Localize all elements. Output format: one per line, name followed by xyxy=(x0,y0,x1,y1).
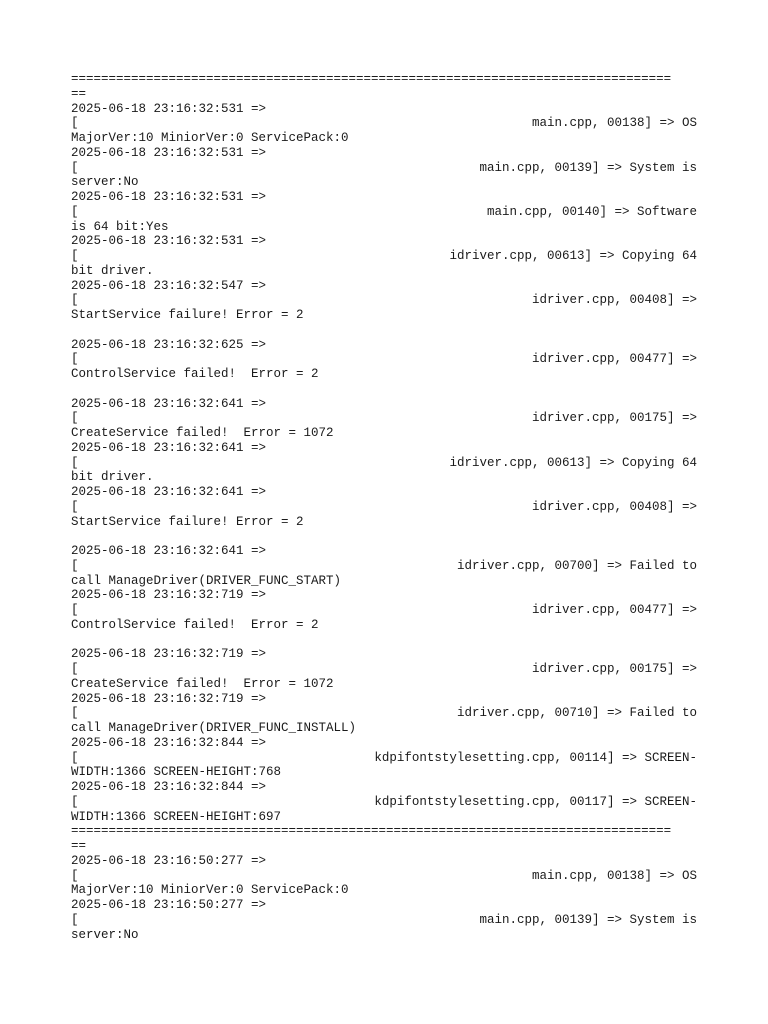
log-source-row xyxy=(71,411,711,426)
log-timestamp: 2025-06-18 23:16:50:277 => xyxy=(71,853,267,868)
log-message: MajorVer:10 MiniorVer:0 ServicePack:0 xyxy=(71,131,349,145)
log-entry xyxy=(71,854,711,898)
log-message: call ManageDriver(DRIVER_FUNC_START) xyxy=(71,573,342,588)
open-bracket: [ xyxy=(71,204,79,219)
open-bracket: [ xyxy=(71,249,79,263)
log-message: is 64 bit:Yes xyxy=(71,219,169,234)
open-bracket: [ xyxy=(71,160,79,175)
log-entry xyxy=(71,102,711,146)
log-source-row xyxy=(71,352,711,367)
log-source-row xyxy=(71,161,711,176)
log-timestamp: 2025-06-18 23:16:32:719 => xyxy=(71,647,267,662)
log-source-row xyxy=(71,205,711,220)
log-source-row xyxy=(71,869,711,884)
blank-line xyxy=(71,323,711,338)
log-source-row xyxy=(71,662,711,677)
log-entry xyxy=(71,146,711,190)
open-bracket: [ xyxy=(71,411,79,426)
log-source-row xyxy=(71,559,711,574)
open-bracket: [ xyxy=(71,750,79,765)
log-entry xyxy=(71,190,711,234)
log-source-row xyxy=(71,116,711,131)
log-source-location: idriver.cpp, 00408] => xyxy=(531,293,697,308)
log-message: server:No xyxy=(71,927,139,942)
separator-line-wrap: == xyxy=(71,839,87,853)
log-timestamp: 2025-06-18 23:16:32:844 => xyxy=(71,780,267,794)
log-source-location: idriver.cpp, 00175] => xyxy=(531,411,697,426)
log-source-row xyxy=(71,795,711,810)
log-entry xyxy=(71,397,711,441)
log-source-row xyxy=(71,751,711,766)
blank-line xyxy=(71,529,711,544)
log-timestamp: 2025-06-18 23:16:32:531 => xyxy=(71,145,267,160)
log-entry xyxy=(71,485,711,544)
log-entry xyxy=(71,588,711,647)
open-bracket: [ xyxy=(71,706,79,721)
log-entry xyxy=(71,647,711,691)
log-source-location: idriver.cpp, 00408] => xyxy=(531,499,697,514)
log-entry xyxy=(71,441,711,485)
log-source-location: kdpifontstylesetting.cpp, 00117] => SCREEN- xyxy=(374,794,697,809)
log-message: StartService failure! Error = 2 xyxy=(71,514,304,529)
separator-line: ================================================================================ xyxy=(71,72,672,86)
log-source-row xyxy=(71,603,711,618)
open-bracket: [ xyxy=(71,116,79,131)
open-bracket: [ xyxy=(71,558,79,573)
log-source-location: idriver.cpp, 00613] => Copying 64 xyxy=(449,249,697,263)
log-timestamp: 2025-06-18 23:16:32:531 => xyxy=(71,101,267,116)
log-message: bit driver. xyxy=(71,470,154,485)
log-source-row xyxy=(71,293,711,308)
separator-line-wrap: == xyxy=(71,86,87,101)
log-entry xyxy=(71,544,711,588)
log-entry xyxy=(71,898,711,942)
log-source-row xyxy=(71,249,711,264)
log-message: WIDTH:1366 SCREEN-HEIGHT:697 xyxy=(71,809,282,824)
open-bracket: [ xyxy=(71,603,79,617)
log-source-location: idriver.cpp, 00175] => xyxy=(531,662,697,676)
log-message: ControlService failed! Error = 2 xyxy=(71,617,319,632)
log-source-row xyxy=(71,706,711,721)
blank-line xyxy=(71,382,711,397)
log-source-location: main.cpp, 00138] => OS xyxy=(531,116,697,131)
log-timestamp: 2025-06-18 23:16:32:531 => xyxy=(71,234,267,249)
log-source-location: idriver.cpp, 00477] => xyxy=(531,603,697,617)
log-timestamp: 2025-06-18 23:16:32:625 => xyxy=(71,337,267,352)
open-bracket: [ xyxy=(71,794,79,809)
log-message: CreateService failed! Error = 1072 xyxy=(71,426,334,440)
log-source-location: idriver.cpp, 00700] => Failed to xyxy=(456,558,697,573)
log-timestamp: 2025-06-18 23:16:32:641 => xyxy=(71,440,267,455)
log-entry xyxy=(71,279,711,338)
log-timestamp: 2025-06-18 23:16:32:719 => xyxy=(71,691,267,706)
open-bracket: [ xyxy=(71,455,79,470)
log-message: bit driver. xyxy=(71,263,154,278)
open-bracket: [ xyxy=(71,868,79,883)
open-bracket: [ xyxy=(71,662,79,676)
log-timestamp: 2025-06-18 23:16:32:641 => xyxy=(71,396,267,411)
log-source-location: idriver.cpp, 00613] => Copying 64 xyxy=(449,455,697,470)
log-message: ControlService failed! Error = 2 xyxy=(71,367,319,381)
open-bracket: [ xyxy=(71,499,79,514)
log-timestamp: 2025-06-18 23:16:32:641 => xyxy=(71,544,267,558)
log-source-location: idriver.cpp, 00477] => xyxy=(531,352,697,367)
log-entry xyxy=(71,234,711,278)
log-message: call ManageDriver(DRIVER_FUNC_INSTALL) xyxy=(71,721,357,735)
log-source-row xyxy=(71,456,711,471)
log-timestamp: 2025-06-18 23:16:32:641 => xyxy=(71,485,267,499)
log-entry xyxy=(71,338,711,397)
separator-line: ================================================================================ xyxy=(71,824,672,839)
open-bracket: [ xyxy=(71,912,79,927)
log-source-location: main.cpp, 00139] => System is xyxy=(479,912,697,927)
log-timestamp: 2025-06-18 23:16:50:277 => xyxy=(71,898,267,912)
log-message: CreateService failed! Error = 1072 xyxy=(71,676,334,691)
log-source-location: main.cpp, 00138] => OS xyxy=(531,868,697,883)
blank-line xyxy=(71,633,711,648)
log-source-location: idriver.cpp, 00710] => Failed to xyxy=(456,706,697,721)
log-document xyxy=(71,72,711,942)
log-timestamp: 2025-06-18 23:16:32:719 => xyxy=(71,588,267,603)
log-source-location: main.cpp, 00139] => System is xyxy=(479,160,697,175)
log-message: server:No xyxy=(71,175,139,190)
log-message: WIDTH:1366 SCREEN-HEIGHT:768 xyxy=(71,765,282,780)
log-source-row xyxy=(71,913,711,928)
log-source-location: main.cpp, 00140] => Software xyxy=(486,204,697,219)
log-source-location: kdpifontstylesetting.cpp, 00114] => SCREEN- xyxy=(374,750,697,765)
open-bracket: [ xyxy=(71,293,79,308)
log-source-row xyxy=(71,500,711,515)
log-timestamp: 2025-06-18 23:16:32:531 => xyxy=(71,190,267,204)
log-message: StartService failure! Error = 2 xyxy=(71,308,304,322)
log-timestamp: 2025-06-18 23:16:32:547 => xyxy=(71,278,267,293)
log-entry xyxy=(71,692,711,736)
log-entry xyxy=(71,736,711,780)
open-bracket: [ xyxy=(71,352,79,367)
log-entry xyxy=(71,780,711,824)
log-timestamp: 2025-06-18 23:16:32:844 => xyxy=(71,735,267,750)
log-message: MajorVer:10 MiniorVer:0 ServicePack:0 xyxy=(71,883,349,898)
